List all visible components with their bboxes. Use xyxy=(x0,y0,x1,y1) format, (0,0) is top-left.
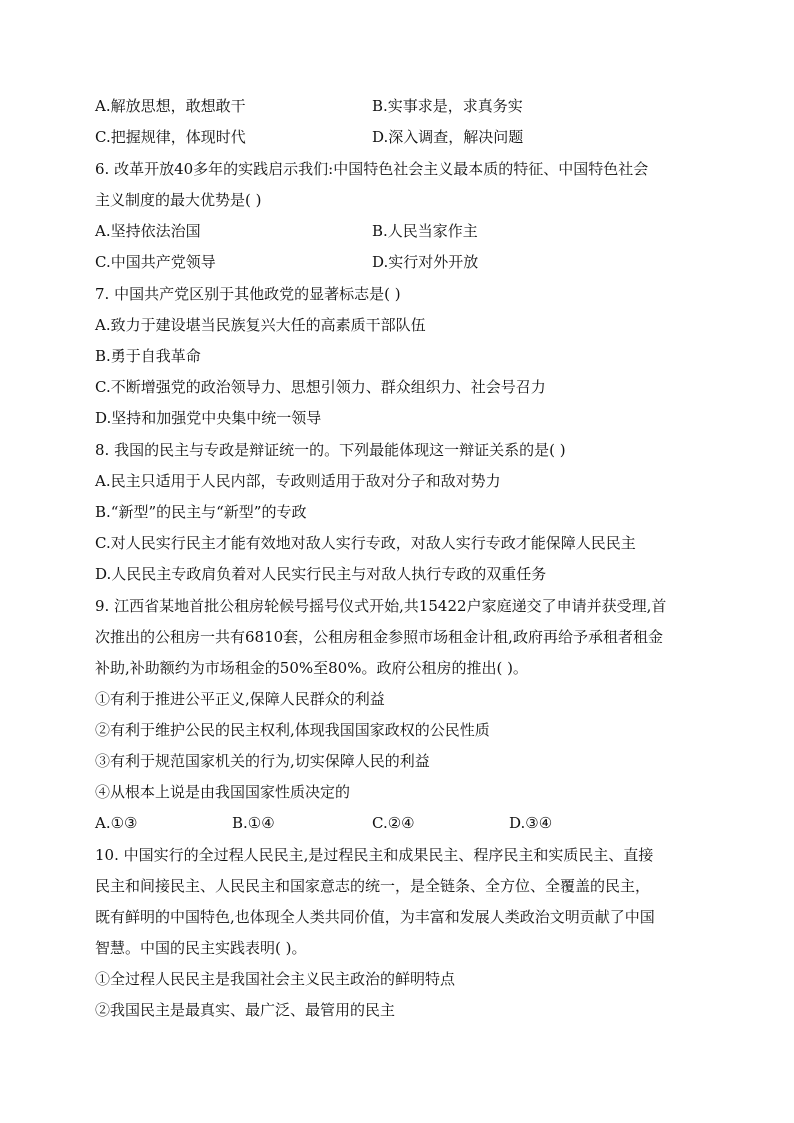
q8-stem: 8. 我国的民主与专政是辩证统一的。下列最能体现这一辩证关系的是( ) xyxy=(95,441,566,459)
q9-statement-4: ④从根本上说是由我国国家性质决定的 xyxy=(95,783,351,801)
q6-option-a: A.坚持依法治国 xyxy=(95,222,201,240)
q6-options-row-1 xyxy=(95,221,715,241)
q9-option-c: C.②④ xyxy=(372,814,415,832)
q5-options-row-2 xyxy=(95,127,715,147)
q9-option-b: B.①④ xyxy=(232,814,275,832)
q9-options-row xyxy=(95,813,715,833)
q7-option-d: D.坚持和加强党中央集中统一领导 xyxy=(95,409,322,427)
q9-stem-line-2: 次推出的公租房一共有6810套，公租房租金参照市场租金计租,政府再给予承租者租金 xyxy=(95,628,663,646)
q10-stem-line-3: 既有鲜明的中国特色,也体现全人类共同价值，为丰富和发展人类政治文明贡献了中国 xyxy=(95,908,655,926)
q7-stem: 7. 中国共产党区别于其他政党的显著标志是( ) xyxy=(95,285,401,303)
q9-option-a: A.①③ xyxy=(95,814,138,832)
q5-options-row-1 xyxy=(95,96,715,116)
q8-option-a: A.民主只适用于人民内部，专政则适用于敌对分子和敌对势力 xyxy=(95,472,501,490)
q9-stem-line-3: 补助,补助额约为市场租金的50%至80%。政府公租房的推出( )。 xyxy=(95,659,528,677)
q6-option-c: C.中国共产党领导 xyxy=(95,253,216,271)
q10-stem-line-2: 民主和间接民主、人民民主和国家意志的统一，是全链条、全方位、全覆盖的民主， xyxy=(95,877,651,895)
q7-option-c: C.不断增强党的政治领导力、思想引领力、群众组织力、社会号召力 xyxy=(95,378,546,396)
q6-options-row-2 xyxy=(95,252,715,272)
q8-option-c: C.对人民实行民主才能有效地对敌人实行专政，对敌人实行专政才能保障人民民主 xyxy=(95,534,636,552)
q8-option-b: B.“新型”的民主与“新型”的专政 xyxy=(95,503,307,521)
q5-option-d: D.深入调查，解决问题 xyxy=(372,128,524,146)
q6-stem-line-2: 主义制度的最大优势是( ) xyxy=(95,191,262,209)
q9-statement-1: ①有利于推进公平正义,保障人民群众的利益 xyxy=(95,690,385,708)
q5-option-a: A.解放思想，敢想敢干 xyxy=(95,97,246,115)
q10-stem-line-1: 10. 中国实行的全过程人民民主,是过程民主和成果民主、程序民主和实质民主、直接 xyxy=(95,846,654,864)
q9-statement-3: ③有利于规范国家机关的行为,切实保障人民的利益 xyxy=(95,752,430,770)
q9-stem-line-1: 9. 江西省某地首批公租房轮候号摇号仪式开始,共15422户家庭递交了申请并获受理,首 xyxy=(95,597,667,615)
q6-option-b: B.人民当家作主 xyxy=(372,222,478,240)
q10-stem-line-4: 智慧。中国的民主实践表明( )。 xyxy=(95,939,307,957)
q6-stem-line-1: 6. 改革开放40多年的实践启示我们:中国特色社会主义最本质的特征、中国特色社会 xyxy=(95,160,649,178)
q6-option-d: D.实行对外开放 xyxy=(372,253,479,271)
q5-option-c: C.把握规律，体现时代 xyxy=(95,128,246,146)
q10-statement-2: ②我国民主是最真实、最广泛、最管用的民主 xyxy=(95,1001,396,1019)
q5-option-b: B.实事求是，求真务实 xyxy=(372,97,523,115)
q8-option-d: D.人民民主专政肩负着对人民实行民主与对敌人执行专政的双重任务 xyxy=(95,565,547,583)
q7-option-b: B.勇于自我革命 xyxy=(95,347,201,365)
q10-statement-1: ①全过程人民民主是我国社会主义民主政治的鲜明特点 xyxy=(95,970,456,988)
q9-option-d: D.③④ xyxy=(509,814,553,832)
q7-option-a: A.致力于建设堪当民族复兴大任的高素质干部队伍 xyxy=(95,316,426,334)
q9-statement-2: ②有利于维护公民的民主权利,体现我国国家政权的公民性质 xyxy=(95,721,490,739)
